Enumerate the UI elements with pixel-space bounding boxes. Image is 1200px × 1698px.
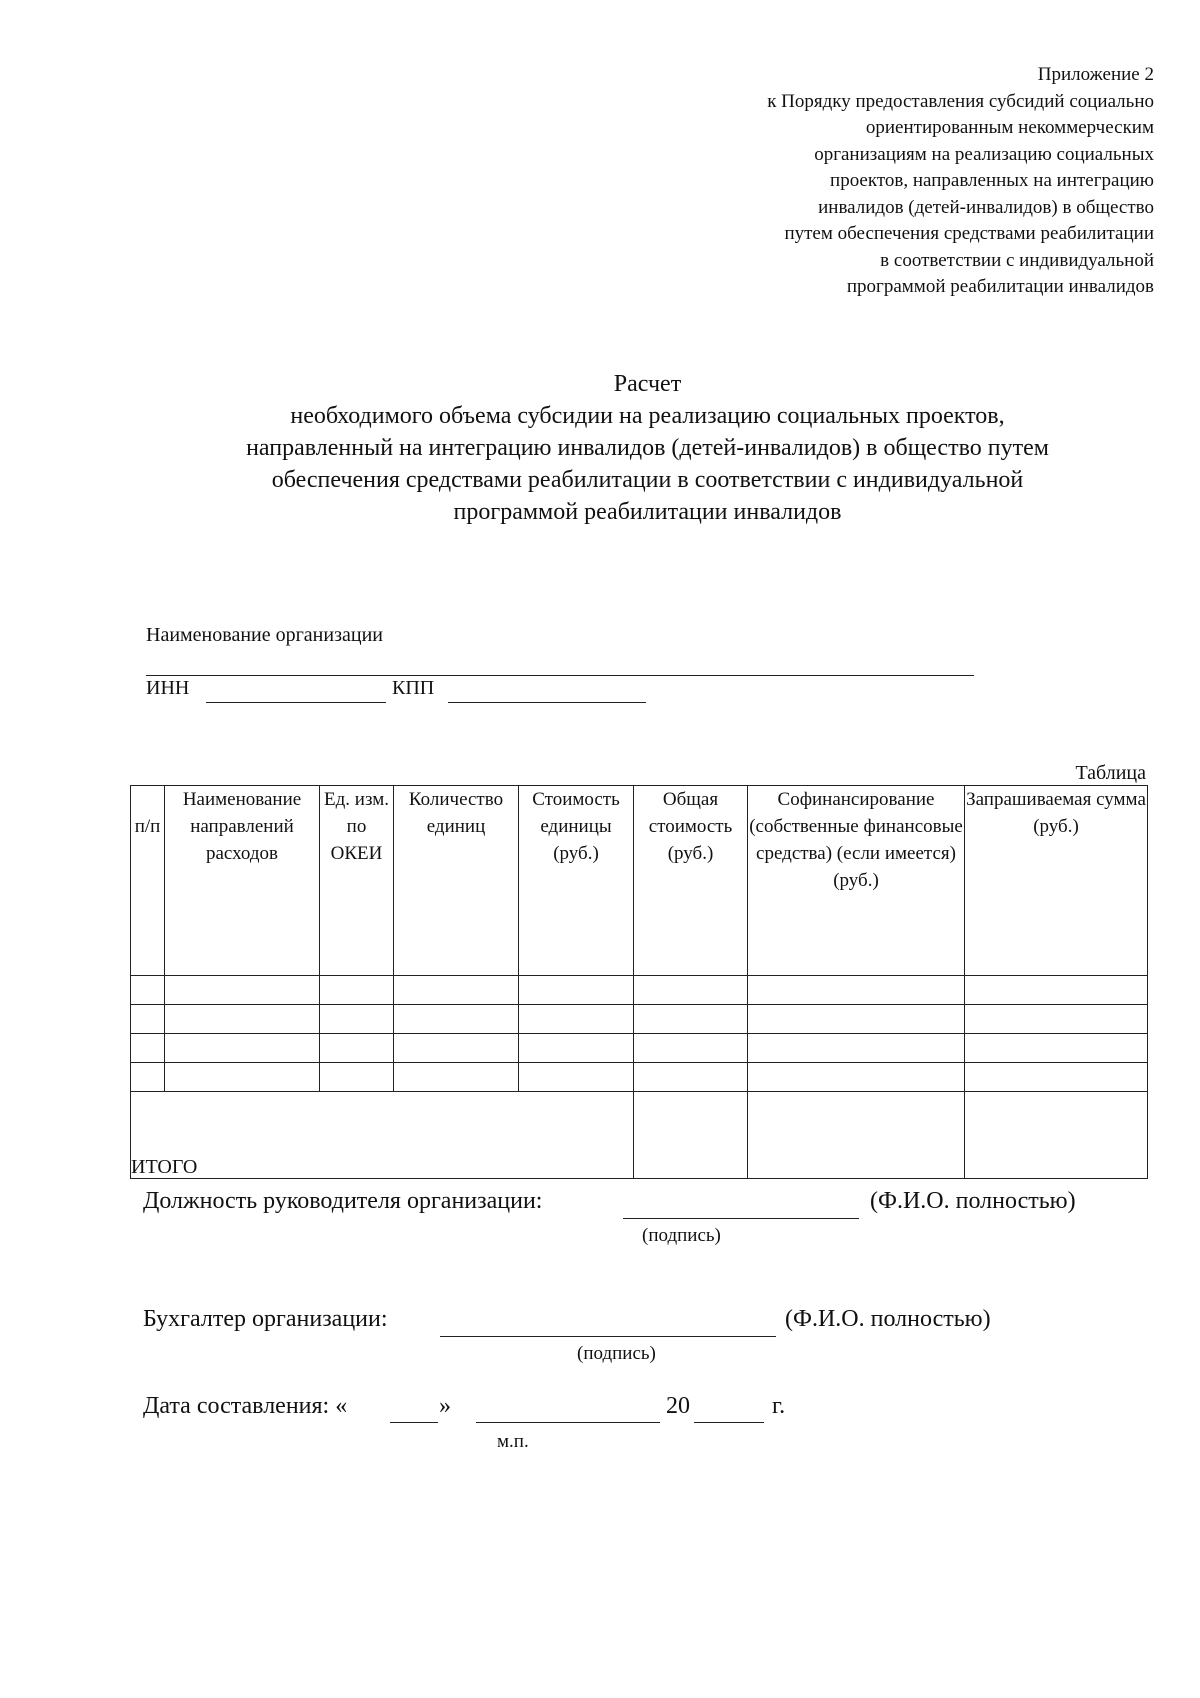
table-cell[interactable] bbox=[748, 1034, 965, 1063]
date-close-quote: » bbox=[439, 1393, 451, 1419]
accountant-fio-label: (Ф.И.О. полностью) bbox=[785, 1306, 991, 1332]
table-cell[interactable] bbox=[519, 1034, 634, 1063]
title-line: обеспечения средствами реабилитации в соответствии с индивидуальной bbox=[271, 467, 1024, 493]
total-cofinancing-cell[interactable] bbox=[748, 1092, 965, 1179]
date-label: Дата составления: « bbox=[143, 1393, 348, 1419]
appendix-line: путем обеспечения средствами реабилитации bbox=[784, 223, 1154, 244]
year-prefix: 20 bbox=[666, 1393, 690, 1419]
table-cell[interactable] bbox=[965, 976, 1148, 1005]
col-header-unit-cost: Стоимость единицы (руб.) bbox=[519, 786, 634, 976]
appendix-header bbox=[767, 62, 1154, 301]
col-header-total-cost: Общая стоимость (руб.) bbox=[634, 786, 748, 976]
table-cell[interactable] bbox=[519, 976, 634, 1005]
date-year-field[interactable] bbox=[694, 1422, 764, 1423]
inn-field[interactable] bbox=[206, 702, 386, 703]
appendix-line: программой реабилитации инвалидов bbox=[846, 276, 1154, 297]
appendix-line: в соответствии с индивидуальной bbox=[880, 249, 1154, 271]
table-row bbox=[131, 1034, 1148, 1063]
table-caption: Таблица bbox=[1075, 762, 1146, 784]
table-row bbox=[131, 976, 1148, 1005]
year-suffix: г. bbox=[772, 1393, 786, 1419]
table-cell[interactable] bbox=[519, 1005, 634, 1034]
date-day-field[interactable] bbox=[390, 1422, 438, 1423]
total-label: ИТОГО bbox=[131, 1092, 634, 1179]
head-signature-hint: (подпись) bbox=[642, 1225, 721, 1246]
accountant-label: Бухгалтер организации: bbox=[143, 1306, 388, 1332]
col-header-requested-amount: Запрашиваемая сумма (руб.) bbox=[965, 786, 1148, 976]
organization-name-field[interactable] bbox=[146, 675, 974, 676]
inn-label: ИНН bbox=[146, 677, 190, 699]
table-cell[interactable] bbox=[634, 976, 748, 1005]
table-row bbox=[131, 1063, 1148, 1092]
table-header-row bbox=[131, 786, 1148, 976]
table-cell[interactable] bbox=[320, 976, 394, 1005]
appendix-line: проектов, направленных на интеграцию bbox=[830, 170, 1154, 191]
table-cell[interactable] bbox=[394, 976, 519, 1005]
table-cell[interactable] bbox=[634, 1034, 748, 1063]
table-cell[interactable] bbox=[519, 1063, 634, 1092]
appendix-line: к Порядку предоставления субсидий социально bbox=[767, 90, 1154, 112]
table-cell[interactable] bbox=[165, 976, 320, 1005]
stamp-hint: м.п. bbox=[497, 1431, 529, 1452]
table-cell[interactable] bbox=[131, 1005, 165, 1034]
table-cell[interactable] bbox=[748, 976, 965, 1005]
table-cell[interactable] bbox=[748, 1005, 965, 1034]
date-month-field[interactable] bbox=[476, 1422, 660, 1423]
organization-name-label: Наименование организации bbox=[146, 624, 383, 646]
table-cell[interactable] bbox=[165, 1063, 320, 1092]
table-cell[interactable] bbox=[394, 1063, 519, 1092]
table-cell[interactable] bbox=[320, 1005, 394, 1034]
title-line: программой реабилитации инвалидов bbox=[453, 499, 842, 525]
table-cell[interactable] bbox=[965, 1005, 1148, 1034]
col-header-cofinancing: Софинансирование (собственные финансовые средства) (если имеется) (руб.) bbox=[748, 786, 965, 976]
col-header-quantity: Количество единиц bbox=[394, 786, 519, 976]
kpp-label: КПП bbox=[392, 677, 435, 699]
table-cell[interactable] bbox=[394, 1005, 519, 1034]
table-cell[interactable] bbox=[131, 976, 165, 1005]
table-cell[interactable] bbox=[965, 1034, 1148, 1063]
accountant-signature-hint: (подпись) bbox=[577, 1343, 656, 1364]
table-cell[interactable] bbox=[165, 1005, 320, 1034]
table-cell[interactable] bbox=[634, 1063, 748, 1092]
table-cell[interactable] bbox=[320, 1063, 394, 1092]
table-total-row bbox=[131, 1092, 1148, 1179]
table-cell[interactable] bbox=[131, 1034, 165, 1063]
total-cost-cell[interactable] bbox=[634, 1092, 748, 1179]
table-cell[interactable] bbox=[965, 1063, 1148, 1092]
table-cell[interactable] bbox=[748, 1063, 965, 1092]
appendix-line: Приложение 2 bbox=[1037, 64, 1154, 85]
appendix-line: ориентированным некоммерческим bbox=[865, 117, 1154, 138]
total-requested-cell[interactable] bbox=[965, 1092, 1148, 1179]
table-cell[interactable] bbox=[634, 1005, 748, 1034]
appendix-line: инвалидов (детей-инвалидов) в общество bbox=[818, 196, 1154, 218]
head-fio-label: (Ф.И.О. полностью) bbox=[870, 1188, 1076, 1214]
table-cell[interactable] bbox=[320, 1034, 394, 1063]
expenses-table bbox=[130, 785, 1148, 1179]
head-position-label: Должность руководителя организации: bbox=[143, 1188, 543, 1214]
title-line: направленный на интеграцию инвалидов (детей-инвалидов) в общество путем bbox=[246, 435, 1049, 461]
table-row bbox=[131, 1005, 1148, 1034]
title-heading: Расчет bbox=[613, 371, 682, 397]
title-line: необходимого объема субсидии на реализацию социальных проектов, bbox=[290, 403, 1005, 429]
col-header-number: п/п bbox=[131, 786, 165, 976]
col-header-expense-name: Наименование направлений расходов bbox=[165, 786, 320, 976]
table-cell[interactable] bbox=[394, 1034, 519, 1063]
table-cell[interactable] bbox=[165, 1034, 320, 1063]
table-cell[interactable] bbox=[131, 1063, 165, 1092]
kpp-field[interactable] bbox=[448, 702, 646, 703]
head-signature-field[interactable] bbox=[623, 1218, 859, 1219]
col-header-unit: Ед. изм. по ОКЕИ bbox=[320, 786, 394, 976]
accountant-signature-field[interactable] bbox=[440, 1336, 776, 1337]
appendix-line: организациям на реализацию социальных bbox=[814, 143, 1154, 165]
document-title bbox=[140, 368, 1155, 528]
